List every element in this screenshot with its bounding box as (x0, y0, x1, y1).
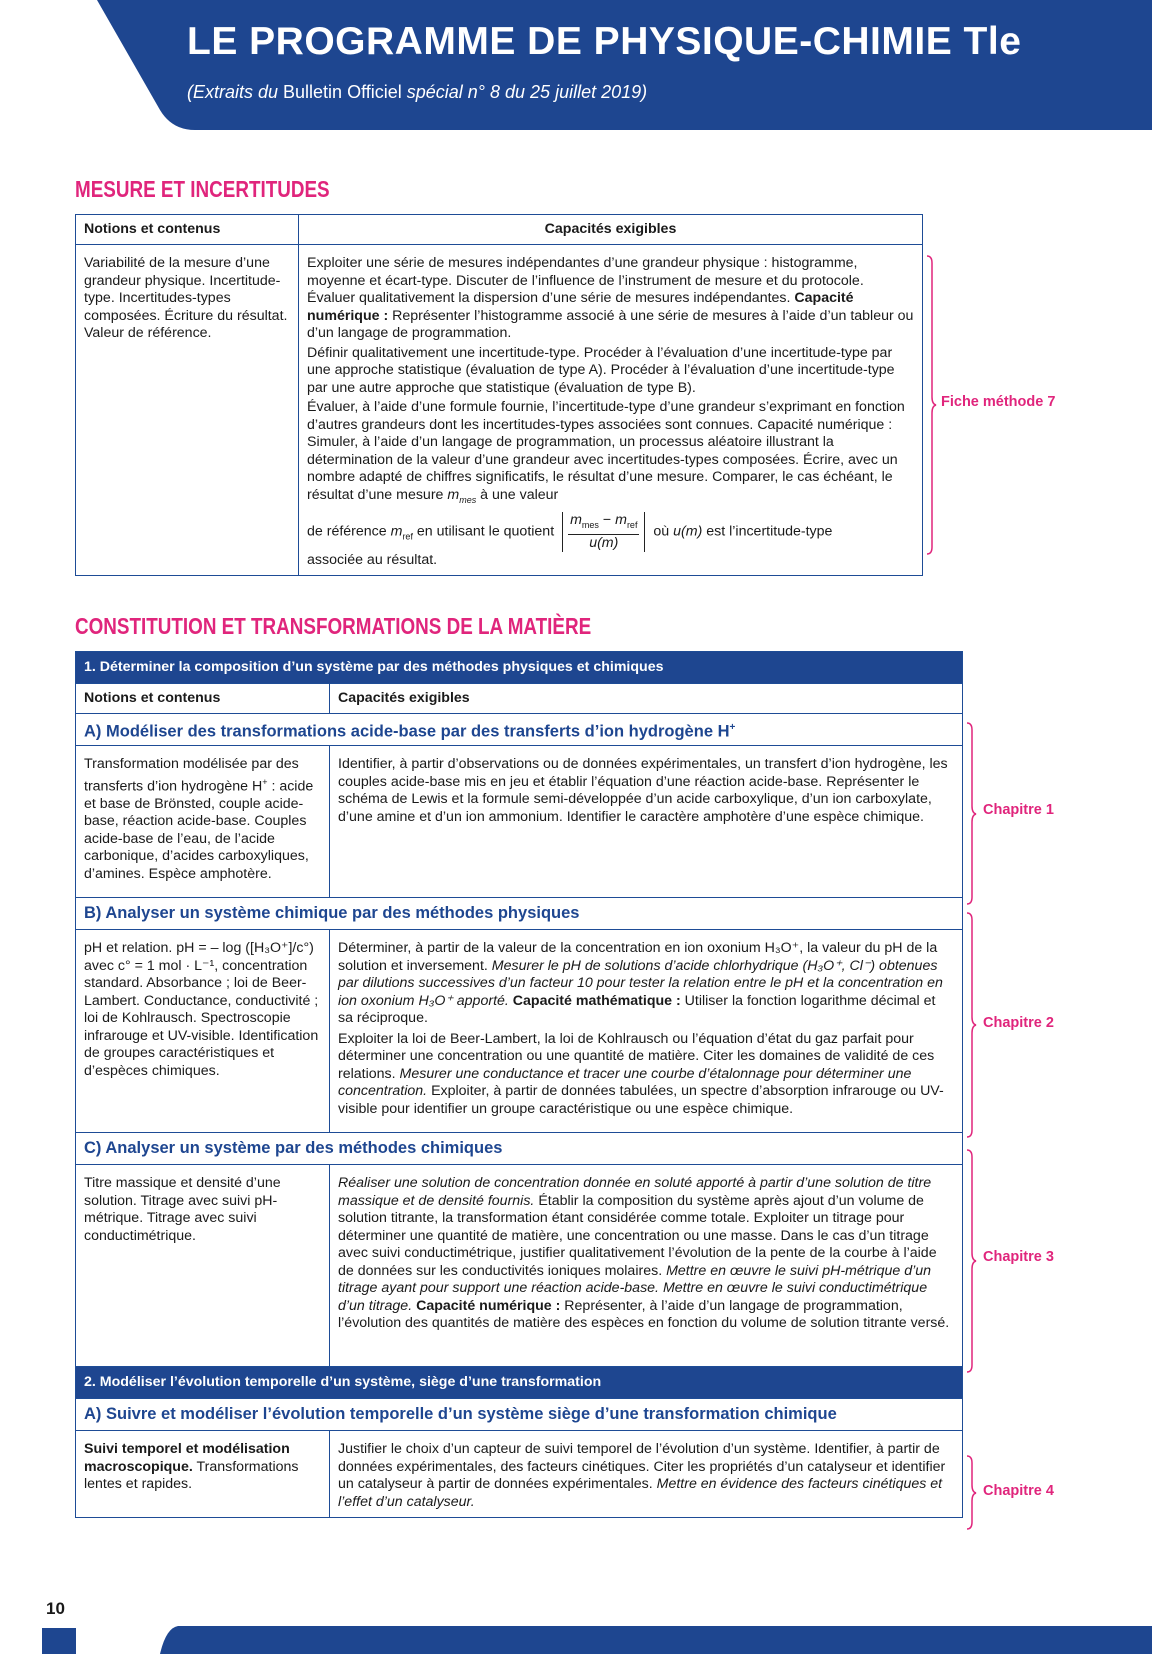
capacites-cell: Exploiter une série de mesures indépendantes d’une grandeur physique : histogramme, moyenne et écart-type. Discuter de l’influence de l’instrument de mesure et du protocole. Évaluer qualitativement la dispersion d’une série de mesures indépendantes. Capacité numérique : Représenter l’histogramme associé à une série de mesures à l’aide d’un tableur ou d’un langage de programmation. Définir qualitativement une incertitude-type. Procéder à l’évaluation d’une incertitude-type par une approche statistique (évaluation de type A). Procéder à l’évaluation d’une incertitude-type par une autre approche que statistique (évaluation de type B). Évaluer, à l’aide d’une formule fournie, l’incertitude-type d’une grandeur s’exprimant en fonction d’autres grandeurs dont les incertitudes-types associées sont connues. Capacité numérique : Simuler, à l’aide d’un langage de programmation, un processus aléatoire illustrant la détermination de la valeur d’une grandeur avec incertitudes-types composées. Écrire, avec un nombre adapté de chiffres significatifs, le résultat d’une mesure. Comparer, le cas échéant, le résultat d’une mesure $m_{mes}$ à une valeur de référence $m_{ref}$ en utilisant le quotient $\frac{m_{mes} - m_{ref}}{u(m)}$ où u(m) est l’incertitude-type associée au résultat. (299, 245, 923, 576)
subheading-d: A) Suivre et modéliser l’évolution temporelle d’un système siège d’une transformation chimique (76, 1399, 963, 1431)
chapitre-1-label: Chapitre 1 (983, 802, 1054, 818)
section-title-mesure: MESURE ET INCERTITUDES (75, 176, 330, 202)
footer-band (0, 1620, 1152, 1654)
brace-chapitre-2 (966, 912, 978, 1138)
subheading-b: B) Analyser un système chimique par des méthodes physiques (76, 898, 963, 930)
section-title-constitution: CONSTITUTION ET TRANSFORMATIONS DE LA MATIÈRE (75, 613, 592, 639)
subheading-c: C) Analyser un système par des méthodes chimiques (76, 1133, 963, 1165)
band-heading-2: 2. Modéliser l’évolution temporelle d’un système, siège d’une transformation (76, 1367, 963, 1399)
notions-cell: Variabilité de la mesure d’une grandeur physique. Incertitude-type. Incertitudes-types composées. Écriture du résultat. Valeur de référence. (76, 245, 299, 576)
col-header-capacites-2: Capacités exigibles (330, 684, 963, 714)
fiche-methode-label: Fiche méthode 7 (941, 394, 1056, 410)
page-subtitle: (Extraits du Bulletin Officiel spécial n° 8 du 25 juillet 2019) (187, 82, 648, 102)
mesure-table (75, 214, 923, 576)
capacites-cell-a: Identifier, à partir d’observations ou de données expérimentales, un transfert d’ion hydrogène, les couples acide-base mis en jeu et établir l’équation d’une réaction acide-base. Représenter le schéma de Lewis et la formule semi-développée d’un acide carboxylique, d’un ion carboxylate, d’une amine et d’un ion ammonium. Identifier le caractère amphotère d’une espèce chimique. (330, 746, 963, 898)
notions-cell-b: pH et relation. pH = – log ([H₃O⁺]/c°) avec c° = 1 mol · L⁻¹, concentration standard. Absorbance ; loi de Beer-Lambert. Conductance, conductivité ; loi de Kohlrausch. Spectroscopie infrarouge et UV-visible. Identification de groupes caractéristiques et d’espèces chimiques. (76, 930, 330, 1133)
col-header-notions: Notions et contenus (76, 215, 299, 245)
band-heading-1: 1. Déterminer la composition d’un système par des méthodes physiques et chimiques (76, 652, 963, 684)
col-header-notions-2: Notions et contenus (76, 684, 330, 714)
brace-fiche (926, 255, 938, 555)
brace-chapitre-4 (966, 1455, 978, 1530)
brace-chapitre-1 (966, 722, 978, 905)
notions-cell-d: Suivi temporel et modélisation macroscopique. Transformations lentes et rapides. (76, 1431, 330, 1518)
constitution-table (75, 651, 963, 1518)
col-header-capacites: Capacités exigibles (299, 215, 923, 245)
chapitre-4-label: Chapitre 4 (983, 1483, 1054, 1499)
brace-chapitre-3 (966, 1149, 978, 1373)
page-number: 10 (46, 1599, 65, 1618)
subheading-a: A) Modéliser des transformations acide-base par des transferts d’ion hydrogène H+ (76, 714, 963, 746)
capacites-cell-b: Déterminer, à partir de la valeur de la concentration en ion oxonium H₃O⁺, la valeur du pH de la solution et inversement. Mesurer le pH de solutions d’acide chlorhydrique (H₃O⁺, Cl⁻) obtenues par dilutions successives d’un facteur 10 pour tester la relation entre le pH et la concentration en ion oxonium H₃O⁺ apporté. Capacité mathématique : Utiliser la fonction logarithme décimal et sa réciproque. Exploiter la loi de Beer-Lambert, la loi de Kohlrausch ou l’équation d’état du gaz parfait pour déterminer une concentration ou une quantité de matière. Citer les domaines de validité de ces relations. Mesurer une conductance et tracer une courbe d’étalonnage pour déterminer une concentration. Exploiter, à partir de données tabulées, un spectre d’absorption infrarouge ou UV-visible pour identifier un groupe caractéristique ou une espèce chimique. (330, 930, 963, 1133)
chapitre-3-label: Chapitre 3 (983, 1249, 1054, 1265)
notions-cell-c: Titre massique et densité d’une solution. Titrage avec suivi pH-métrique. Titrage avec suivi conductimétrique. (76, 1165, 330, 1367)
capacites-cell-c: Réaliser une solution de concentration donnée en soluté apporté à partir d’une solution de titre massique et de densité fournis. Établir la composition du système après ajout d’un volume de solution titrante, la transformation étant considérée comme totale. Exploiter un titrage pour déterminer une quantité de matière, une concentration ou une masse. Dans le cas d’un titrage avec suivi conductimétrique, justifier qualitativement l’évolution de la pente de la courbe à l’aide de données sur les conductivités ioniques molaires. Mettre en œuvre le suivi pH-métrique d’un titrage ayant pour support une réaction acide-base. Mettre en œuvre le suivi conductimétrique d’un titrage. Capacité numérique : Représenter, à l’aide d’un langage de programmation, l’évolution des quantités de matière des espèces en fonction du volume de solution titrante versé. (330, 1165, 963, 1367)
quotient-formula: $\frac{m_{mes} - m_{ref}}{u(m)}$ (562, 512, 645, 552)
page-title: LE PROGRAMME DE PHYSIQUE-CHIMIE Tle (187, 20, 1022, 63)
chapitre-2-label: Chapitre 2 (983, 1015, 1054, 1031)
capacites-cell-d: Justifier le choix d’un capteur de suivi temporel de l’évolution d’un système. Identifier, à partir de données expérimentales, des facteurs cinétiques. Citer les propriétés d’un catalyseur et identifier un catalyseur à partir de données expérimentales. Mettre en évidence des facteurs cinétiques et l’effet d’un catalyseur. (330, 1431, 963, 1518)
notions-cell-a: Transformation modélisée par des transferts d’ion hydrogène H+ : acide et base de Brönsted, couple acide-base, réaction acide-base. Couples acide-base de l’eau, de l’acide carbonique, d’acides carboxyliques, d’amines. Espèce amphotère. (76, 746, 330, 898)
